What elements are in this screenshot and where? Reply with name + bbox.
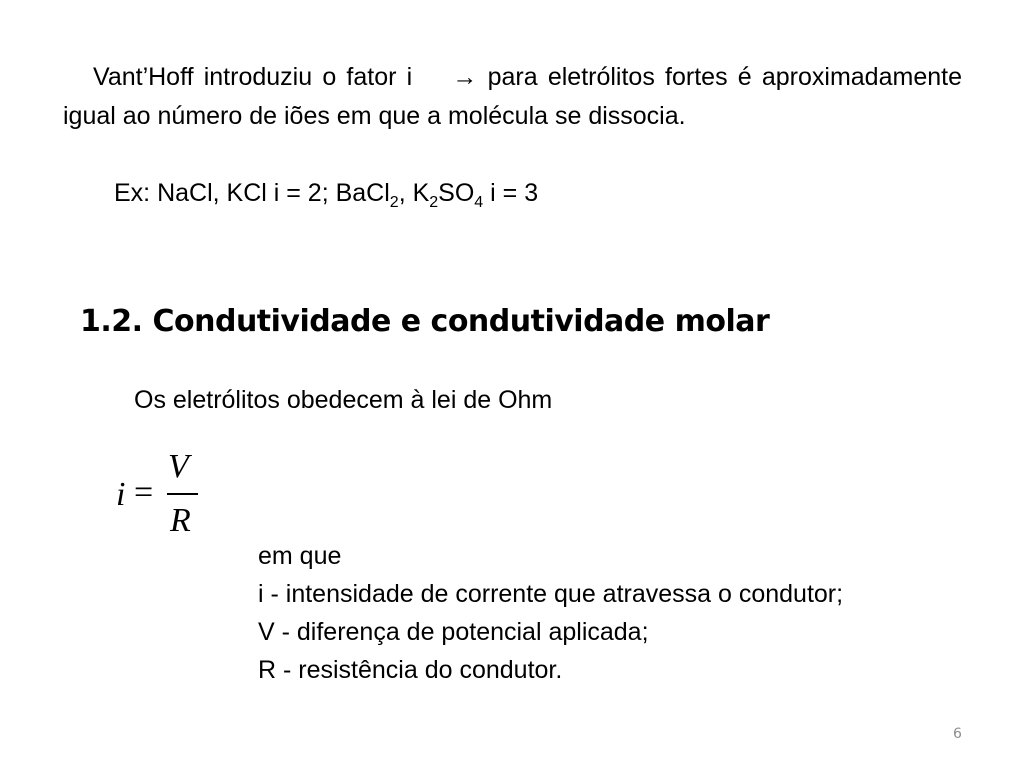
formula-numerator: V xyxy=(168,448,189,485)
page-number: 6 xyxy=(953,726,962,742)
section-heading: 1.2. Condutividade e condutividade molar xyxy=(80,304,770,339)
formula-equals: = xyxy=(134,474,154,511)
ohm-formula xyxy=(112,450,212,545)
so4-subscript: 4 xyxy=(474,194,484,211)
example-so: SO xyxy=(438,179,475,207)
variable-legend xyxy=(258,537,843,689)
right-arrow-icon: → xyxy=(452,63,478,91)
formula-denominator: R xyxy=(170,502,191,539)
formula-lhs: i xyxy=(116,476,126,513)
example-prefix: Ex: NaCl, KCl i = 2; BaCl xyxy=(114,179,390,207)
intro-paragraph xyxy=(63,58,962,136)
k2-subscript: 2 xyxy=(429,194,439,211)
example-suffix: i = 3 xyxy=(483,179,539,207)
legend-line-voltage: V - diferença de potencial aplicada; xyxy=(258,618,649,646)
example-line xyxy=(114,175,538,211)
ohm-law-text: Os eletrólitos obedecem à lei de Ohm xyxy=(134,386,553,414)
intro-text-end: para eletrólitos fortes é aproximadamente igual ao número de iões em que a molécula se dissocia. xyxy=(63,63,962,130)
example-comma: , K xyxy=(398,179,430,207)
legend-intro: em que xyxy=(258,542,342,570)
bacl2-subscript: 2 xyxy=(389,194,399,211)
legend-line-resistance: R - resistência do condutor. xyxy=(258,656,563,684)
legend-line-current: i - intensidade de corrente que atravessa o condutor; xyxy=(258,580,844,608)
intro-text-start: Vant’Hoff introduziu o fator i xyxy=(93,63,413,91)
fraction-bar xyxy=(167,493,198,495)
